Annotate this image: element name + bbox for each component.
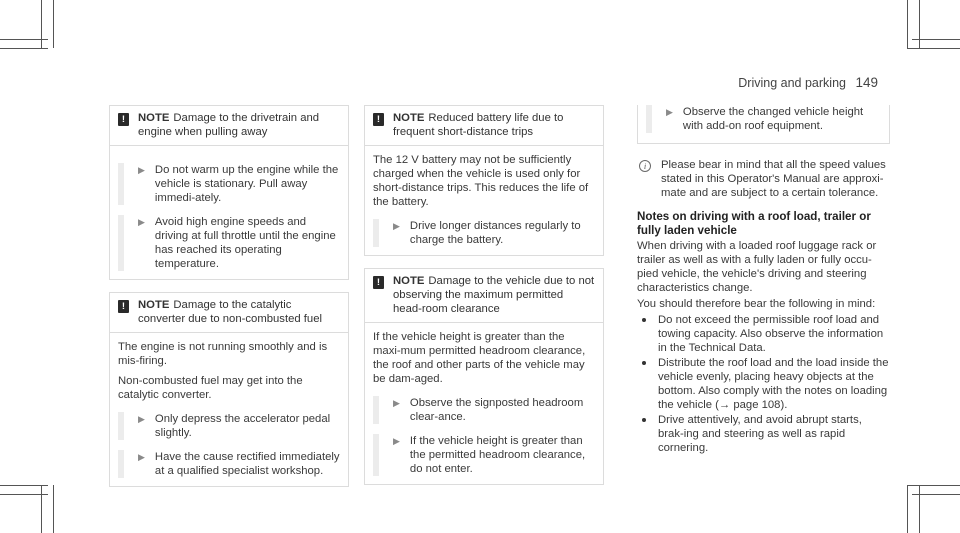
list-item [637,313,890,355]
note-body [110,333,348,486]
section-heading: Notes on driving with a roof load, trailer or fully laden vehicle [637,210,871,237]
list-item-text: Drive attentively, and avoid abrupt starts, brak-ing and steering as well as rapid cornering. [658,414,862,454]
step-arrow-icon: ▶ [393,436,400,446]
instruction-step [118,450,340,478]
running-header [738,75,878,90]
note-box-drivetrain [109,105,349,280]
column-1 [109,105,349,499]
step-text: Do not warm up the engine while the vehicle is stationary. Pull away immedi-ately. [154,164,339,204]
step-arrow-icon: ▶ [138,452,145,462]
instruction-step [118,215,340,271]
list-item [637,356,890,412]
note-heading-text: Damage to the vehicle due to not observing the maximum permitted head-room clearance [393,275,595,315]
section-intro: When driving with a loaded roof luggage rack or trailer as well as with a fully laden or fully occu-pied vehicle, the vehicle's driving and steering characteristics change. [637,240,877,294]
note-label: NOTE [138,112,170,124]
bullet-icon [642,361,646,365]
note-label: NOTE [393,112,425,124]
note-header [110,293,348,333]
instruction-step [118,412,340,440]
note-box-battery [364,105,604,256]
note-paragraph: The engine is not running smoothly and is mis-firing. [118,341,328,367]
warning-icon: ! [118,113,129,126]
crop-mark [907,485,960,486]
note-heading-text: Damage to the drivetrain and engine when pulling away [138,112,320,138]
list-item-text: Distribute the roof load and the load inside the vehicle evenly, placing heavy objects at the bottom. Also comply with the notes on loading the vehicle (→ page 108). [658,357,889,411]
note-heading [393,111,595,139]
info-note [637,158,890,200]
crop-mark [919,0,920,48]
note-header [110,106,348,146]
note-heading [138,298,340,326]
section-lead-in: You should therefore bear the following in mind: [637,298,876,310]
step-text: Drive longer distances regularly to charge the battery. [409,220,581,246]
crop-mark [919,485,920,533]
crop-mark [41,0,42,48]
instruction-step [373,219,595,247]
warning-icon: ! [118,300,129,313]
note-paragraph: If the vehicle height is greater than the maxi-mum permitted headroom clearance, the roof and other parts of the vehicle may be dam-aged. [373,331,586,385]
step-arrow-icon: ▶ [138,414,145,424]
continued-note-box [637,105,890,144]
instruction-step [646,105,881,133]
warning-icon: ! [373,113,384,126]
step-arrow-icon: ▶ [666,107,673,117]
list-item [637,413,890,455]
page-number: 149 [855,75,878,90]
info-icon: i [639,160,651,172]
crop-mark [0,494,48,495]
step-arrow-icon: ▶ [393,221,400,231]
step-text: Only depress the accelerator pedal slightly. [154,413,331,439]
list-item-text: Do not exceed the permissible roof load and towing capacity. Also observe the information in the Technical Data. [658,314,884,354]
crop-mark [907,0,908,48]
instruction-step [118,163,340,205]
step-text: Have the cause rectified immediately at a qualified specialist workshop. [154,451,340,477]
step-text: Avoid high engine speeds and driving at full throttle until the engine has reached its operating temperature. [154,216,336,270]
note-header [365,269,603,323]
step-text: Observe the signposted headroom clear-ance. [409,397,584,423]
info-text: Please bear in mind that all the speed values stated in this Operator's Manual are approxi-mate and are subject to a certain tolerance. [661,159,886,199]
warning-icon: ! [373,276,384,289]
crop-mark [0,485,48,486]
step-text: If the vehicle height is greater than the permitted headroom clearance, do not enter. [409,435,586,475]
crop-mark [53,0,54,48]
note-box-catalytic-converter [109,292,349,487]
note-paragraph: The 12 V battery may not be sufficiently charged when the vehicle is used only for short-distance trips. This reduces the life of the battery. [373,154,589,208]
crop-mark [53,485,54,533]
crop-mark [907,48,960,49]
note-paragraph: Non-combusted fuel may get into the catalytic converter. [118,375,303,401]
note-heading-text: Reduced battery life due to frequent short-distance trips [393,112,564,138]
note-box-headroom [364,268,604,485]
note-body [365,323,603,484]
crop-mark [912,494,960,495]
note-heading [138,111,340,139]
bullet-icon [642,418,646,422]
crop-mark [0,39,48,40]
step-arrow-icon: ▶ [138,217,145,227]
note-heading-text: Damage to the catalytic converter due to non-combusted fuel [138,299,322,325]
note-body [365,146,603,255]
column-2 [364,105,604,497]
step-arrow-icon: ▶ [138,165,145,175]
note-label: NOTE [138,299,170,311]
instruction-step [373,434,595,476]
step-arrow-icon: ▶ [393,398,400,408]
bullet-icon [642,318,646,322]
crop-mark [912,39,960,40]
note-body [110,146,348,279]
note-heading [393,274,595,316]
crop-mark [907,485,908,533]
crop-mark [41,485,42,533]
crop-mark [0,48,48,49]
note-header [365,106,603,146]
note-label: NOTE [393,275,425,287]
instruction-step [373,396,595,424]
step-text: Observe the changed vehicle height with add-on roof equipment. [682,106,864,132]
bullet-list [637,313,890,455]
column-3 [637,105,890,456]
section-title: Driving and parking [738,76,846,90]
